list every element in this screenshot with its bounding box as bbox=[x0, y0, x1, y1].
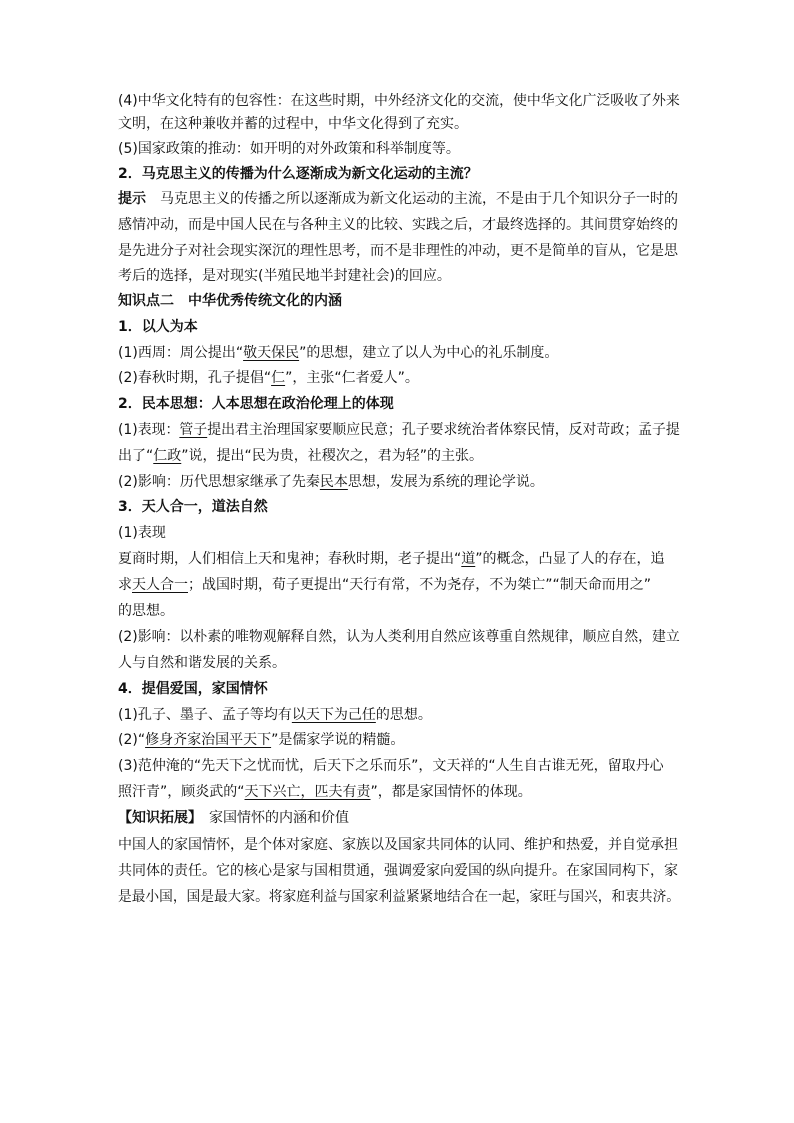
underlined-keyword: 修身齐家治国平天下 bbox=[145, 732, 272, 748]
text-span: ”，都是家国情怀的体现。 bbox=[370, 784, 532, 800]
text-line bbox=[118, 240, 678, 262]
text-span: 求 bbox=[118, 577, 132, 593]
text-span: 家国情怀的内涵和价值 bbox=[195, 810, 349, 826]
text-line bbox=[118, 138, 460, 160]
text-line bbox=[118, 600, 174, 622]
text-span: (2)春秋时期，孔子提倡“ bbox=[118, 370, 272, 386]
bold-text: 【知识拓展】 bbox=[118, 810, 195, 826]
text-line bbox=[118, 445, 483, 467]
text-line bbox=[118, 860, 678, 882]
text-line bbox=[118, 626, 680, 648]
text-line bbox=[118, 548, 665, 570]
text-line bbox=[118, 522, 166, 544]
text-line bbox=[118, 393, 394, 415]
text-line bbox=[118, 188, 678, 210]
text-span: (1)表现： bbox=[118, 422, 180, 438]
underlined-keyword: 天下兴亡，匹夫有责 bbox=[244, 784, 371, 800]
text-line bbox=[118, 214, 678, 236]
text-span: 共同体的责任。它的核心是家与国相贯通，强调爱家向爱国的纵向提升。在家国同构下，家 bbox=[118, 863, 678, 879]
text-span: 是先进分子对社会现实深沉的理性思考，而不是非理性的冲动，更不是简单的盲从，它是思 bbox=[118, 243, 678, 259]
text-span: (1)西周：周公提出“ bbox=[118, 345, 244, 361]
text-span: 的思想。 bbox=[375, 707, 432, 723]
text-span: (1)表现 bbox=[118, 525, 166, 541]
text-span: 夏商时期，人们相信上天和鬼神；春秋时期，老子提出“ bbox=[118, 551, 462, 567]
underlined-keyword: 道 bbox=[461, 551, 476, 567]
underlined-keyword: 敬天保民 bbox=[243, 345, 300, 361]
text-line bbox=[118, 419, 680, 441]
text-line bbox=[118, 265, 451, 287]
text-span: ”，主张“仁者爱人”。 bbox=[285, 370, 419, 386]
text-line bbox=[118, 807, 349, 829]
bold-text: 3．天人合一，道法自然 bbox=[118, 499, 268, 515]
text-line bbox=[118, 886, 680, 908]
text-line bbox=[118, 163, 478, 185]
text-span: ”的概念，凸显了人的存在，追 bbox=[475, 551, 665, 567]
bold-text: 知识点二 中华优秀传统文化的内涵 bbox=[118, 293, 342, 309]
text-line bbox=[118, 574, 651, 596]
text-line bbox=[118, 342, 558, 364]
text-span: (1)孔子、墨子、孟子等均有 bbox=[118, 707, 292, 723]
text-line bbox=[118, 781, 532, 803]
text-span: 照汗青”，顾炎武的“ bbox=[118, 784, 245, 800]
underlined-keyword: 天人合一 bbox=[132, 577, 188, 593]
text-span: ；战国时期，荀子更提出“天行有常，不为尧存，不为桀亡”“制天命而用之” bbox=[188, 577, 652, 593]
text-line bbox=[118, 496, 268, 518]
text-span: (2)影响：以朴素的唯物观解释自然，认为人类利用自然应该尊重自然规律，顺应自然，建立 bbox=[118, 629, 680, 645]
text-span: (5)国家政策的推动：如开明的对外政策和科举制度等。 bbox=[118, 141, 460, 157]
underlined-keyword: 仁政 bbox=[153, 448, 182, 464]
text-line bbox=[118, 729, 404, 751]
underlined-keyword: 管子 bbox=[179, 422, 208, 438]
text-line bbox=[118, 90, 680, 112]
text-span: (2)影响：历代思想家继承了先秦 bbox=[118, 474, 320, 490]
text-span: 思想，发展为系统的理论学说。 bbox=[347, 474, 544, 490]
text-span: 的思想。 bbox=[118, 603, 174, 619]
text-span: 马克思主义的传播之所以逐渐成为新文化运动的主流，不是由于几个知识分子一时的 bbox=[146, 191, 678, 207]
text-line bbox=[118, 367, 419, 389]
text-line bbox=[118, 678, 268, 700]
text-span: ”的思想，建立了以人为中心的礼乐制度。 bbox=[299, 345, 559, 361]
text-span: (2)“ bbox=[118, 732, 146, 748]
text-line bbox=[118, 113, 468, 135]
text-span: 人与自然和谐发展的关系。 bbox=[118, 655, 286, 671]
text-span: 是最小国，国是最大家。将家庭利益与国家利益紧紧地结合在一起，家旺与国兴，和衷共济。 bbox=[118, 889, 681, 905]
text-line bbox=[118, 704, 432, 726]
text-span: (4)中华文化特有的包容性：在这些时期，中外经济文化的交流，使中华文化广泛吸收了外来 bbox=[118, 93, 680, 109]
text-line bbox=[118, 755, 664, 777]
bold-text: 提示 bbox=[118, 191, 146, 207]
text-span: 考后的选择，是对现实(半殖民地半封建社会)的回应。 bbox=[118, 268, 451, 284]
text-line bbox=[118, 834, 678, 856]
underlined-keyword: 以天下为己任 bbox=[291, 707, 376, 723]
text-span: 中国人的家国情怀，是个体对家庭、家族以及国家共同体的认同、维护和热爱，并自觉承担 bbox=[118, 837, 678, 853]
text-line bbox=[118, 652, 286, 674]
text-span: ”说，提出“民为贵，社稷次之，君为轻”的主张。 bbox=[181, 448, 484, 464]
text-span: 文明，在这种兼收并蓄的过程中，中华文化得到了充实。 bbox=[118, 116, 468, 132]
text-span: 感情冲动，而是中国人民在与各种主义的比较、实践之后，才最终选择的。其间贯穿始终的 bbox=[118, 217, 678, 233]
bold-text: 2．民本思想：人本思想在政治伦理上的体现 bbox=[118, 396, 394, 412]
text-line bbox=[118, 316, 198, 338]
text-span: ”是儒家学说的精髓。 bbox=[271, 732, 405, 748]
underlined-keyword: 仁 bbox=[271, 370, 286, 386]
text-span: 提出君主治理国家要顺应民意；孔子要求统治者体察民情，反对苛政；孟子提 bbox=[207, 422, 680, 438]
underlined-keyword: 民本 bbox=[319, 474, 348, 490]
bold-text: 1．以人为本 bbox=[118, 319, 198, 335]
text-line bbox=[118, 471, 544, 493]
bold-text: 4．提倡爱国，家国情怀 bbox=[118, 681, 268, 697]
text-span: (3)范仲淹的“先天下之忧而忧，后天下之乐而乐”，文天祥的“人生自古谁无死，留取丹心 bbox=[118, 758, 664, 774]
text-span: 出了“ bbox=[118, 448, 154, 464]
bold-text: 2．马克思主义的传播为什么逐渐成为新文化运动的主流？ bbox=[118, 166, 478, 182]
text-line bbox=[118, 290, 342, 312]
